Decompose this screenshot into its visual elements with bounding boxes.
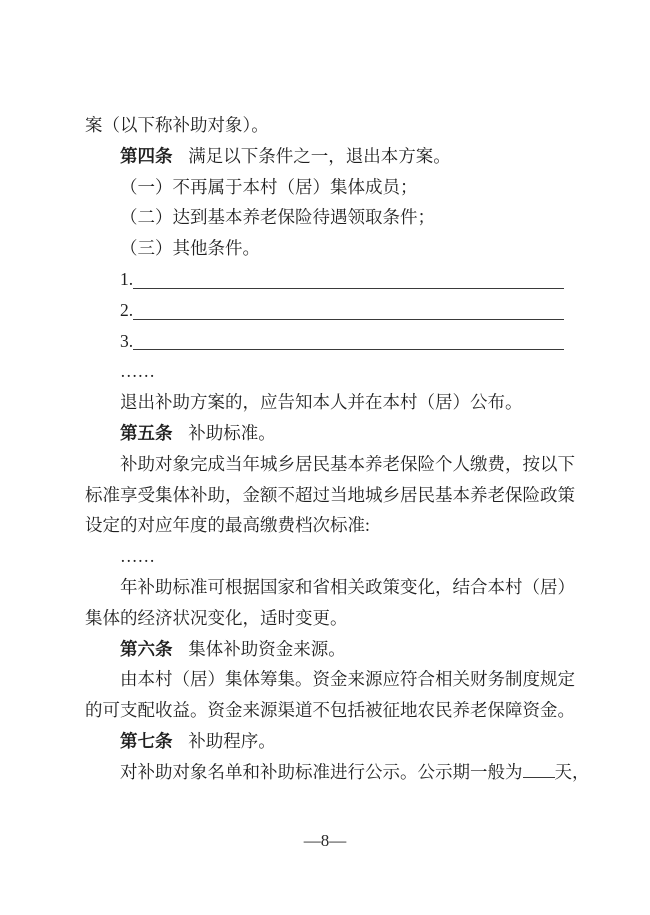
text-line: 集体的经济状况变化，适时变更。 <box>85 607 348 628</box>
blank-underline <box>133 295 568 326</box>
article-title: 补助程序。 <box>188 730 276 751</box>
blank-number: 2. <box>120 299 134 320</box>
text-line: 由本村（居）集体筹集。资金来源应符合相关财务制度规定 <box>120 669 575 690</box>
article-heading <box>85 418 568 449</box>
fill-in-line <box>85 757 590 788</box>
blank-number: 1. <box>120 268 134 289</box>
article-title: 满足以下条件之一，退出本方案。 <box>188 145 451 166</box>
text-line: …… <box>120 546 155 567</box>
article-heading <box>85 726 568 757</box>
document-body <box>85 110 590 788</box>
article-number: 第四条 <box>120 145 173 166</box>
article-heading <box>85 634 568 665</box>
fill-prefix-text: 对补助对象名单和补助标准进行公示。公示期一般为 <box>120 761 523 782</box>
article-number: 第五条 <box>120 422 173 443</box>
numbered-blank-line <box>85 264 568 295</box>
text-line: 年补助标准可根据国家和省相关政策变化，结合本村（居） <box>120 576 575 597</box>
blank-number: 3. <box>120 330 134 351</box>
article-title: 集体补助资金来源。 <box>188 638 346 659</box>
article-heading <box>85 141 568 172</box>
text-line: （二）达到基本养老保险待遇领取条件； <box>120 207 435 228</box>
blank-underline <box>133 326 568 357</box>
text-line: 退出补助方案的，应告知本人并在本村（居）公布。 <box>120 392 523 413</box>
article-number: 第七条 <box>120 730 173 751</box>
inline-blank-underline <box>523 776 555 778</box>
text-line: 案（以下称补助对象）。 <box>85 115 269 135</box>
text-line: 补助对象完成当年城乡居民基本养老保险个人缴费，按以下 <box>120 453 575 474</box>
fill-suffix-text: 天， <box>554 761 590 782</box>
text-line: （三）其他条件。 <box>120 238 260 259</box>
numbered-blank-line <box>85 326 568 357</box>
text-line: 标准享受集体补助，金额不超过当地城乡居民基本养老保险政策 <box>85 484 575 505</box>
blank-underline <box>133 264 568 295</box>
text-line: 设定的对应年度的最高缴费档次标准: <box>85 515 370 536</box>
page-number: —8— <box>303 831 347 850</box>
text-line: 的可支配收益。资金来源渠道不包括被征地农民养老保障资金。 <box>85 700 575 721</box>
article-number: 第六条 <box>120 638 173 659</box>
numbered-blank-line <box>85 295 568 326</box>
text-line: …… <box>120 361 155 382</box>
text-line: （一）不再属于本村（居）集体成员； <box>120 176 418 197</box>
page-footer <box>0 828 650 854</box>
article-title: 补助标准。 <box>188 422 276 443</box>
